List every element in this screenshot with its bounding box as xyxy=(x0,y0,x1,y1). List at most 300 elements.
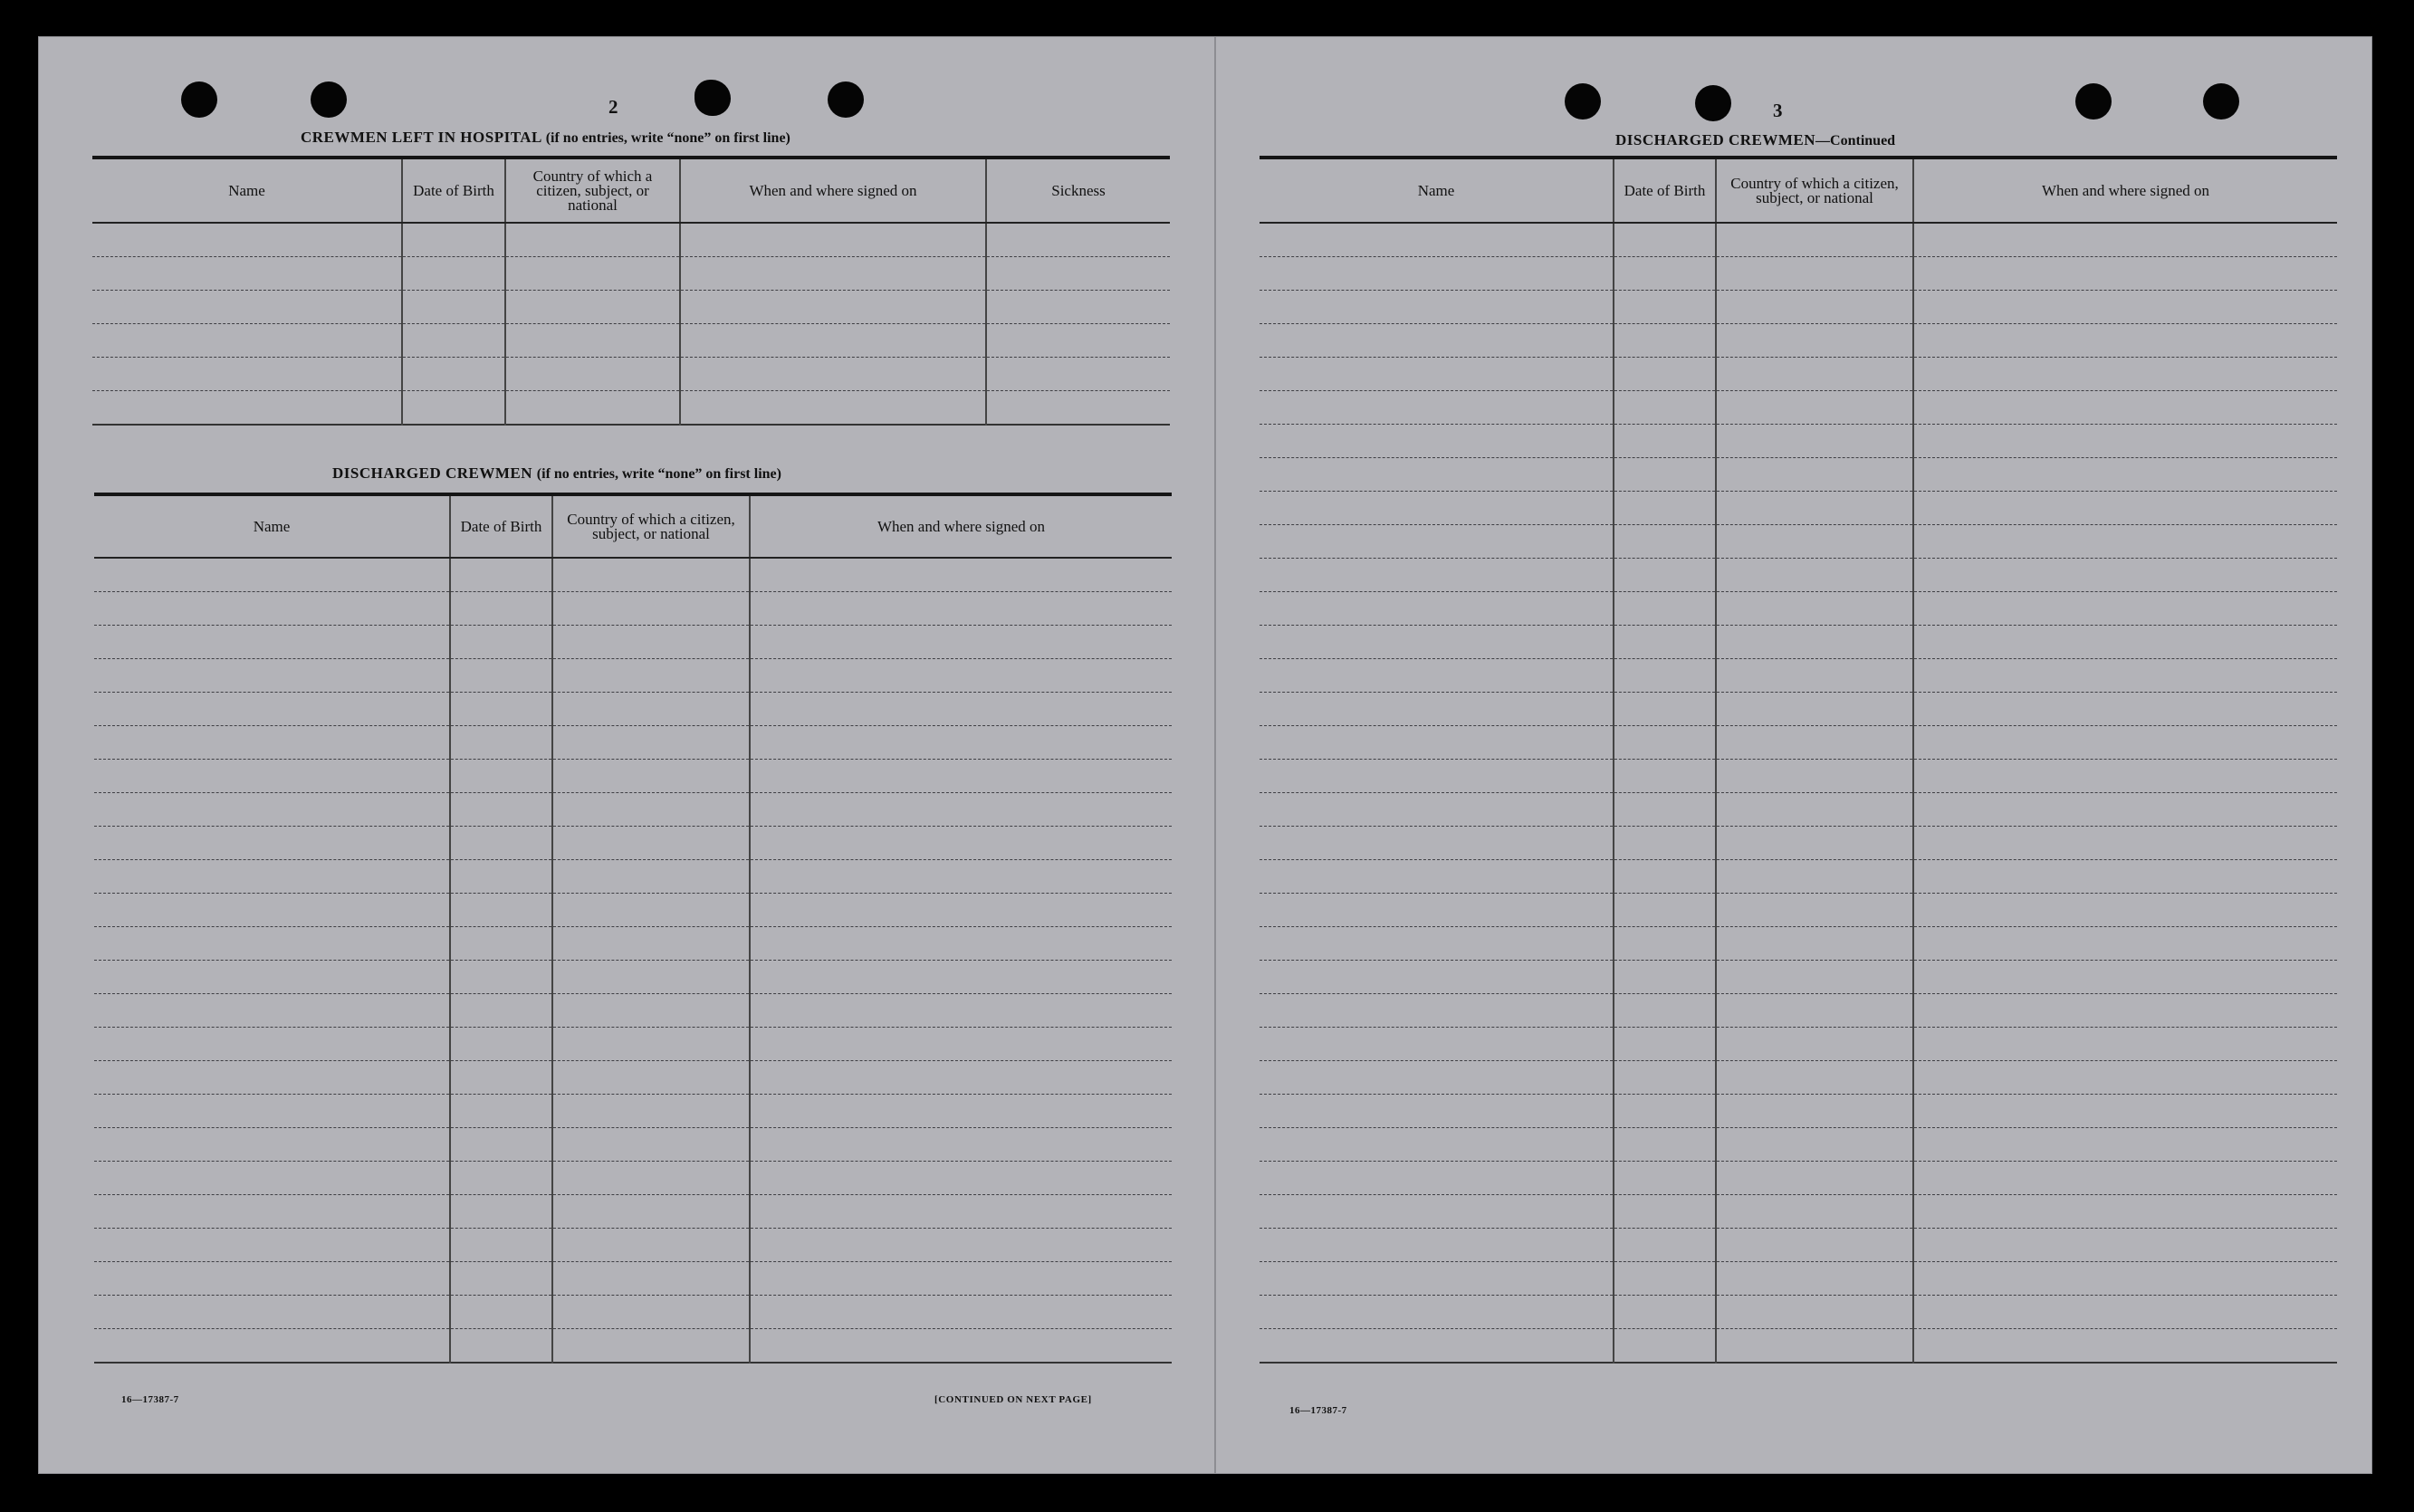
table-row xyxy=(94,1195,1172,1229)
table-cell xyxy=(552,726,750,760)
table-cell xyxy=(552,558,750,592)
table-row xyxy=(92,223,1170,257)
table-cell xyxy=(1716,726,1913,760)
table-row xyxy=(1260,793,2337,827)
table-cell xyxy=(1716,1329,1913,1364)
column-header-name: Name xyxy=(94,494,450,558)
table-cell xyxy=(505,358,680,391)
table-cell xyxy=(94,1262,450,1296)
table-cell xyxy=(1260,592,1614,626)
table-cell xyxy=(1260,726,1614,760)
table-cell xyxy=(1913,592,2337,626)
table-cell xyxy=(505,291,680,324)
table-cell xyxy=(1260,760,1614,793)
table-row xyxy=(1260,1128,2337,1162)
table-cell xyxy=(94,894,450,927)
table-cell xyxy=(92,223,402,257)
table-cell xyxy=(552,626,750,659)
table-cell xyxy=(552,793,750,827)
table-cell xyxy=(750,760,1172,793)
table-cell xyxy=(1913,726,2337,760)
column-header-signed-on: When and where signed on xyxy=(750,494,1172,558)
table-cell xyxy=(1716,994,1913,1028)
table-cell xyxy=(402,291,505,324)
table-cell xyxy=(1614,559,1716,592)
table-cell xyxy=(1716,1229,1913,1262)
punch-hole xyxy=(1695,85,1731,121)
table-cell xyxy=(1614,1162,1716,1195)
table-row xyxy=(1260,1095,2337,1128)
table-cell xyxy=(986,391,1170,426)
table-cell xyxy=(1614,860,1716,894)
table-row xyxy=(1260,1028,2337,1061)
table-cell xyxy=(986,257,1170,291)
table-cell xyxy=(94,693,450,726)
table-cell xyxy=(92,324,402,358)
table-row xyxy=(1260,1229,2337,1262)
table-cell xyxy=(94,994,450,1028)
table-cell xyxy=(1260,458,1614,492)
table-cell xyxy=(1716,425,1913,458)
table-cell xyxy=(552,693,750,726)
table-cell xyxy=(1716,291,1913,324)
table-cell xyxy=(92,391,402,426)
table-cell xyxy=(1716,592,1913,626)
table-row xyxy=(1260,1262,2337,1296)
table-cell xyxy=(94,626,450,659)
table-cell xyxy=(1913,425,2337,458)
table-cell xyxy=(1716,894,1913,927)
table-cell xyxy=(1913,1095,2337,1128)
table-cell xyxy=(750,626,1172,659)
table-cell xyxy=(1260,1095,1614,1128)
section-instruction: (if no entries, write “none” on first line) xyxy=(536,466,781,482)
table-cell xyxy=(1716,391,1913,425)
table-cell xyxy=(552,961,750,994)
table-cell xyxy=(94,659,450,693)
table-cell xyxy=(1716,693,1913,726)
table-cell xyxy=(1260,291,1614,324)
table-cell xyxy=(1260,1229,1614,1262)
table-cell xyxy=(1614,760,1716,793)
column-header-date-of-birth: Date of Birth xyxy=(402,158,505,223)
column-header-signed-on: When and where signed on xyxy=(680,158,986,223)
table-cell xyxy=(450,827,552,860)
table-cell xyxy=(450,894,552,927)
table-cell xyxy=(1614,1329,1716,1364)
table-cell xyxy=(94,1162,450,1195)
table-cell xyxy=(1716,659,1913,693)
table-cell xyxy=(1913,458,2337,492)
table-cell xyxy=(1716,1262,1913,1296)
table-cell xyxy=(1913,358,2337,391)
table-cell xyxy=(94,1095,450,1128)
table-cell xyxy=(1913,492,2337,525)
table-row xyxy=(94,894,1172,927)
table-cell xyxy=(552,927,750,961)
table-cell xyxy=(1260,492,1614,525)
table-cell xyxy=(94,1229,450,1262)
table-row xyxy=(1260,1061,2337,1095)
form-code: 16—17387-7 xyxy=(121,1394,179,1405)
table-row xyxy=(94,1229,1172,1262)
discharged-continued-title xyxy=(1615,131,1895,149)
table-row xyxy=(1260,827,2337,860)
table-row xyxy=(1260,894,2337,927)
table-row xyxy=(94,927,1172,961)
table-cell xyxy=(750,558,1172,592)
table-cell xyxy=(94,726,450,760)
table-cell xyxy=(94,1296,450,1329)
table-cell xyxy=(1716,1128,1913,1162)
table-cell xyxy=(450,659,552,693)
table-cell xyxy=(94,1028,450,1061)
table-cell xyxy=(450,793,552,827)
table-body xyxy=(92,223,1170,425)
table-row xyxy=(1260,391,2337,425)
punch-hole xyxy=(695,80,731,116)
table-cell xyxy=(750,1329,1172,1364)
table-cell xyxy=(1614,827,1716,860)
table-row xyxy=(1260,257,2337,291)
table-cell xyxy=(450,558,552,592)
table-row xyxy=(94,1095,1172,1128)
table-cell xyxy=(986,223,1170,257)
table-cell xyxy=(1260,693,1614,726)
right-page xyxy=(1215,36,2372,1474)
table-row xyxy=(1260,559,2337,592)
table-cell xyxy=(750,693,1172,726)
table-row xyxy=(94,994,1172,1028)
discharged-continued-table xyxy=(1260,156,2337,1364)
table-cell xyxy=(1913,291,2337,324)
column-header-country: Country of which a citizen, subject, or national xyxy=(1716,158,1913,223)
table-cell xyxy=(1614,1028,1716,1061)
table-cell xyxy=(750,894,1172,927)
column-header-date-of-birth: Date of Birth xyxy=(450,494,552,558)
table-cell xyxy=(552,659,750,693)
table-row xyxy=(94,626,1172,659)
table-row xyxy=(1260,458,2337,492)
table-cell xyxy=(1614,525,1716,559)
table-cell xyxy=(450,1028,552,1061)
table-cell xyxy=(1913,760,2337,793)
table-cell xyxy=(1260,961,1614,994)
table-cell xyxy=(450,860,552,894)
table-cell xyxy=(1716,860,1913,894)
table-cell xyxy=(1716,1296,1913,1329)
table-row xyxy=(1260,961,2337,994)
table-cell xyxy=(94,793,450,827)
table-row xyxy=(94,1162,1172,1195)
table-cell xyxy=(1716,1028,1913,1061)
table-cell xyxy=(1716,961,1913,994)
table-cell xyxy=(750,592,1172,626)
table-cell xyxy=(1716,1061,1913,1095)
table-cell xyxy=(92,257,402,291)
table-row xyxy=(1260,927,2337,961)
table-cell xyxy=(1913,1329,2337,1364)
hospital-table xyxy=(92,156,1170,426)
table-cell xyxy=(986,358,1170,391)
left-page xyxy=(38,36,1215,1474)
table-cell xyxy=(750,860,1172,894)
column-header-country: Country of which a citizen, subject, or national xyxy=(505,158,680,223)
table-row xyxy=(94,592,1172,626)
table-cell xyxy=(94,827,450,860)
table-cell xyxy=(680,257,986,291)
table-cell xyxy=(552,1061,750,1095)
table-cell xyxy=(450,1229,552,1262)
table-cell xyxy=(450,1128,552,1162)
table-cell xyxy=(1913,1296,2337,1329)
table-cell xyxy=(1614,592,1716,626)
page-number: 3 xyxy=(1773,100,1783,121)
table-row xyxy=(92,358,1170,391)
table-cell xyxy=(505,257,680,291)
table-cell xyxy=(750,827,1172,860)
table-cell xyxy=(1260,559,1614,592)
table-cell xyxy=(1260,391,1614,425)
table-row xyxy=(94,1262,1172,1296)
table-cell xyxy=(1913,860,2337,894)
table-row xyxy=(1260,1162,2337,1195)
table-cell xyxy=(750,1095,1172,1128)
table-cell xyxy=(450,927,552,961)
table-cell xyxy=(750,927,1172,961)
table-row xyxy=(1260,1329,2337,1364)
table-cell xyxy=(750,726,1172,760)
table-cell xyxy=(1913,257,2337,291)
table-cell xyxy=(94,592,450,626)
table-cell xyxy=(402,324,505,358)
table-cell xyxy=(1260,1128,1614,1162)
table-row xyxy=(94,760,1172,793)
table-cell xyxy=(1260,1061,1614,1095)
table-cell xyxy=(1614,492,1716,525)
table-cell xyxy=(552,592,750,626)
table-cell xyxy=(94,961,450,994)
table-cell xyxy=(552,994,750,1028)
table-cell xyxy=(94,558,450,592)
table-row xyxy=(1260,726,2337,760)
table-cell xyxy=(1913,927,2337,961)
punch-hole xyxy=(181,81,217,118)
table-cell xyxy=(450,760,552,793)
page-number: 2 xyxy=(608,96,618,118)
table-cell xyxy=(1614,257,1716,291)
table-cell xyxy=(450,1329,552,1364)
table-cell xyxy=(1614,358,1716,391)
table-cell xyxy=(1260,927,1614,961)
table-row xyxy=(92,257,1170,291)
table-cell xyxy=(552,1028,750,1061)
table-row xyxy=(94,726,1172,760)
table-row xyxy=(1260,592,2337,626)
table-cell xyxy=(94,1329,450,1364)
table-cell xyxy=(680,291,986,324)
table-cell xyxy=(1716,1195,1913,1229)
table-cell xyxy=(1716,793,1913,827)
table-cell xyxy=(1614,793,1716,827)
table-cell xyxy=(750,1262,1172,1296)
table-cell xyxy=(1260,257,1614,291)
table-cell xyxy=(450,994,552,1028)
table-cell xyxy=(1913,1262,2337,1296)
table-cell xyxy=(1716,559,1913,592)
table-cell xyxy=(1260,1162,1614,1195)
section-title-text: DISCHARGED CREWMEN xyxy=(1615,131,1816,148)
table-cell xyxy=(450,1162,552,1195)
table-row xyxy=(94,793,1172,827)
table-cell xyxy=(1913,961,2337,994)
column-header-name: Name xyxy=(92,158,402,223)
table-cell xyxy=(92,358,402,391)
table-cell xyxy=(94,1128,450,1162)
table-cell xyxy=(750,1229,1172,1262)
table-cell xyxy=(1614,659,1716,693)
table-cell xyxy=(1716,525,1913,559)
table-cell xyxy=(750,1296,1172,1329)
table-cell xyxy=(1614,693,1716,726)
table-cell xyxy=(94,1195,450,1229)
table-row xyxy=(1260,324,2337,358)
table-cell xyxy=(1716,492,1913,525)
table-cell xyxy=(552,1128,750,1162)
section-title-text: DISCHARGED CREWMEN xyxy=(332,464,533,482)
table-cell xyxy=(1260,994,1614,1028)
table-cell xyxy=(450,961,552,994)
section-instruction: (if no entries, write “none” on first line) xyxy=(545,130,790,146)
table-body xyxy=(94,558,1172,1363)
table-cell xyxy=(552,1262,750,1296)
table-row xyxy=(1260,358,2337,391)
table-cell xyxy=(450,626,552,659)
table-cell xyxy=(1614,994,1716,1028)
table-row xyxy=(1260,659,2337,693)
table-cell xyxy=(1614,1128,1716,1162)
table-cell xyxy=(94,860,450,894)
table-cell xyxy=(1716,324,1913,358)
table-cell xyxy=(552,1296,750,1329)
table-cell xyxy=(94,927,450,961)
table-cell xyxy=(450,1296,552,1329)
table-cell xyxy=(1260,425,1614,458)
punch-hole xyxy=(2203,83,2239,120)
table-cell xyxy=(1716,458,1913,492)
table-cell xyxy=(552,1229,750,1262)
table-cell xyxy=(1260,659,1614,693)
table-row xyxy=(1260,223,2337,257)
table-row xyxy=(1260,1195,2337,1229)
table-cell xyxy=(1614,1296,1716,1329)
table-cell xyxy=(552,827,750,860)
table-row xyxy=(94,1028,1172,1061)
table-cell xyxy=(1260,358,1614,391)
table-cell xyxy=(1913,391,2337,425)
table-cell xyxy=(1260,223,1614,257)
table-cell xyxy=(1913,994,2337,1028)
table-cell xyxy=(450,1095,552,1128)
table-cell xyxy=(1716,827,1913,860)
table-cell xyxy=(1913,693,2337,726)
table-cell xyxy=(450,693,552,726)
table-cell xyxy=(1913,827,2337,860)
table-cell xyxy=(94,760,450,793)
table-cell xyxy=(1716,223,1913,257)
table-cell xyxy=(552,1195,750,1229)
table-cell xyxy=(1913,626,2337,659)
table-cell xyxy=(505,223,680,257)
table-cell xyxy=(986,324,1170,358)
table-cell xyxy=(450,592,552,626)
table-row xyxy=(1260,626,2337,659)
table-cell xyxy=(450,1262,552,1296)
table-row xyxy=(1260,425,2337,458)
table-cell xyxy=(1260,1296,1614,1329)
table-row xyxy=(1260,1296,2337,1329)
table-row xyxy=(1260,525,2337,559)
table-row xyxy=(94,961,1172,994)
table-cell xyxy=(1913,1028,2337,1061)
table-row xyxy=(94,693,1172,726)
table-cell xyxy=(750,961,1172,994)
table-cell xyxy=(94,1061,450,1095)
table-cell xyxy=(450,1195,552,1229)
table-cell xyxy=(402,257,505,291)
punch-hole xyxy=(828,81,864,118)
table-cell xyxy=(750,1162,1172,1195)
table-cell xyxy=(1260,525,1614,559)
punch-hole xyxy=(311,81,347,118)
table-row xyxy=(94,860,1172,894)
table-row xyxy=(1260,760,2337,793)
table-cell xyxy=(1913,559,2337,592)
table-cell xyxy=(92,291,402,324)
table-cell xyxy=(750,659,1172,693)
table-cell xyxy=(1716,760,1913,793)
table-cell xyxy=(986,291,1170,324)
table-cell xyxy=(750,1195,1172,1229)
table-cell xyxy=(1260,626,1614,659)
table-cell xyxy=(1614,1095,1716,1128)
table-cell xyxy=(1614,1195,1716,1229)
table-row xyxy=(94,827,1172,860)
table-cell xyxy=(1913,659,2337,693)
table-cell xyxy=(402,358,505,391)
table-cell xyxy=(750,1028,1172,1061)
table-cell xyxy=(402,223,505,257)
table-cell xyxy=(552,760,750,793)
table-cell xyxy=(750,1128,1172,1162)
table-cell xyxy=(1260,1329,1614,1364)
table-cell xyxy=(1260,1195,1614,1229)
table-cell xyxy=(1614,726,1716,760)
table-cell xyxy=(1716,1095,1913,1128)
table-cell xyxy=(1260,324,1614,358)
table-cell xyxy=(1260,1262,1614,1296)
table-cell xyxy=(552,860,750,894)
table-row xyxy=(94,1296,1172,1329)
table-cell xyxy=(750,994,1172,1028)
section-suffix: —Continued xyxy=(1815,133,1896,148)
section-title-text: CREWMEN LEFT IN HOSPITAL xyxy=(301,129,541,146)
table-cell xyxy=(1614,927,1716,961)
table-row xyxy=(92,391,1170,426)
table-cell xyxy=(1260,793,1614,827)
table-row xyxy=(94,1329,1172,1364)
table-cell xyxy=(1260,894,1614,927)
